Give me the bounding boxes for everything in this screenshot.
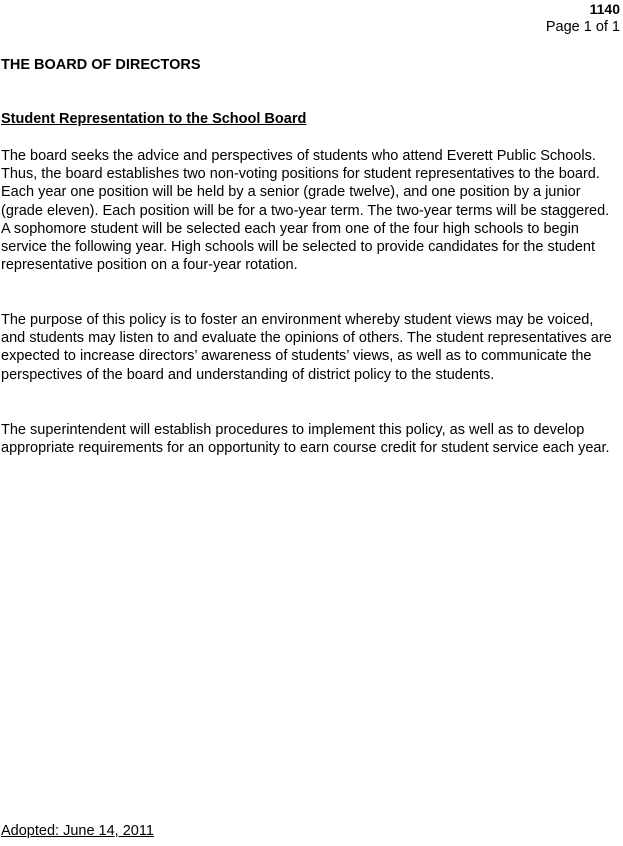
adopted-date: Adopted: June 14, 2011 (1, 823, 154, 839)
paragraph-3: The superintendent will establish procedures to implement this policy, as well as to develop appropriate requirements for an opportunity to earn course credit for student service each year. (1, 422, 610, 457)
section-title: THE BOARD OF DIRECTORS (1, 57, 201, 73)
paragraph-1: The board seeks the advice and perspectives of students who attend Everett Public Schools. Thus, the board establishes two non-voting positions for student representatives to the board. Each year one position will be held by a senior (grade twelve), and one position by a junior (grade eleven). Each position will be for a two-year term. The two-year terms will be staggered. A sophomore student will be selected each year from one of the four high schools to begin service the following year. High schools will be selected to provide candidates for the student representative position on a four-year rotation. (1, 148, 610, 274)
page-header (546, 0, 620, 36)
page-info: Page 1 of 1 (545, 19, 620, 35)
paragraph-2: The purpose of this policy is to foster an environment whereby student views may be voiced, and students may listen to and evaluate the opinions of others. The student representatives are expected to increase directors’ awareness of students’ views, as well as to communicate the perspectives of the board and understanding of district policy to the students. (1, 312, 612, 383)
policy-number: 1140 (589, 1, 620, 17)
policy-title: Student Representation to the School Board (1, 111, 307, 127)
